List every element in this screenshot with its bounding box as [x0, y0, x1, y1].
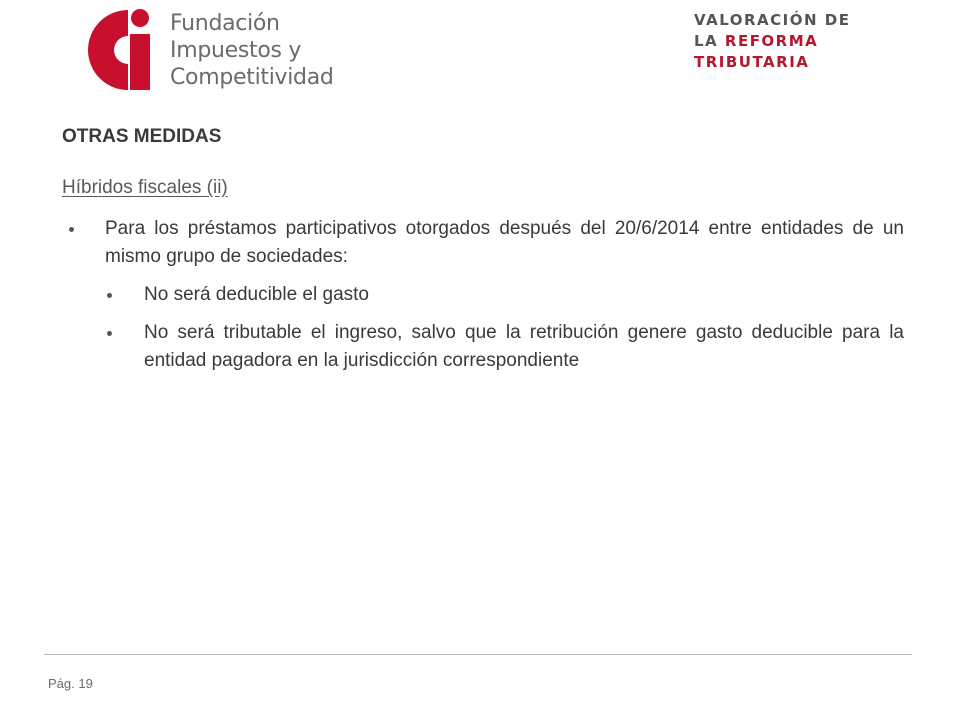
tag-line-2-accent: REFORMA: [724, 32, 819, 50]
sub-bullet-text: No será tributable el ingreso, salvo que la retribución genere gasto deducible para la entidad pagadora en la jurisdicción correspondiente: [144, 322, 904, 371]
document-tag: [694, 10, 850, 73]
bullet-dot-icon: [107, 293, 112, 298]
bullet-text: Para los préstamos participativos otorgados después del 20/6/2014 entre entidades de un mismo grupo de sociedades:: [105, 218, 904, 267]
tag-line-2-prefix: LA: [694, 32, 725, 50]
bullet-dot-icon: [107, 331, 112, 336]
bullet-item: [62, 215, 904, 271]
logo-wordmark: [170, 10, 334, 91]
logo-mark-icon: [84, 4, 164, 100]
bullet-dot-icon: [69, 227, 74, 232]
sub-bullet-item: [62, 319, 904, 375]
footer-divider: [44, 654, 912, 655]
foundation-logo: [84, 4, 344, 100]
tag-line-1: VALORACIÓN DE: [694, 11, 851, 29]
tag-line-2: [694, 31, 850, 52]
sub-bullet-item: [62, 281, 904, 309]
logo-line-3: Competitividad: [170, 65, 334, 90]
bullet-list: [62, 215, 904, 375]
sub-bullet-text: No será deducible el gasto: [144, 284, 369, 305]
logo-line-1: Fundación: [170, 11, 280, 36]
slide-subtitle: Híbridos fiscales (ii): [62, 177, 228, 198]
page-number: Pág. 19: [48, 676, 93, 691]
section-title: OTRAS MEDIDAS: [62, 126, 222, 147]
tag-line-3: TRIBUTARIA: [694, 53, 810, 71]
logo-line-2: Impuestos y: [170, 38, 302, 63]
